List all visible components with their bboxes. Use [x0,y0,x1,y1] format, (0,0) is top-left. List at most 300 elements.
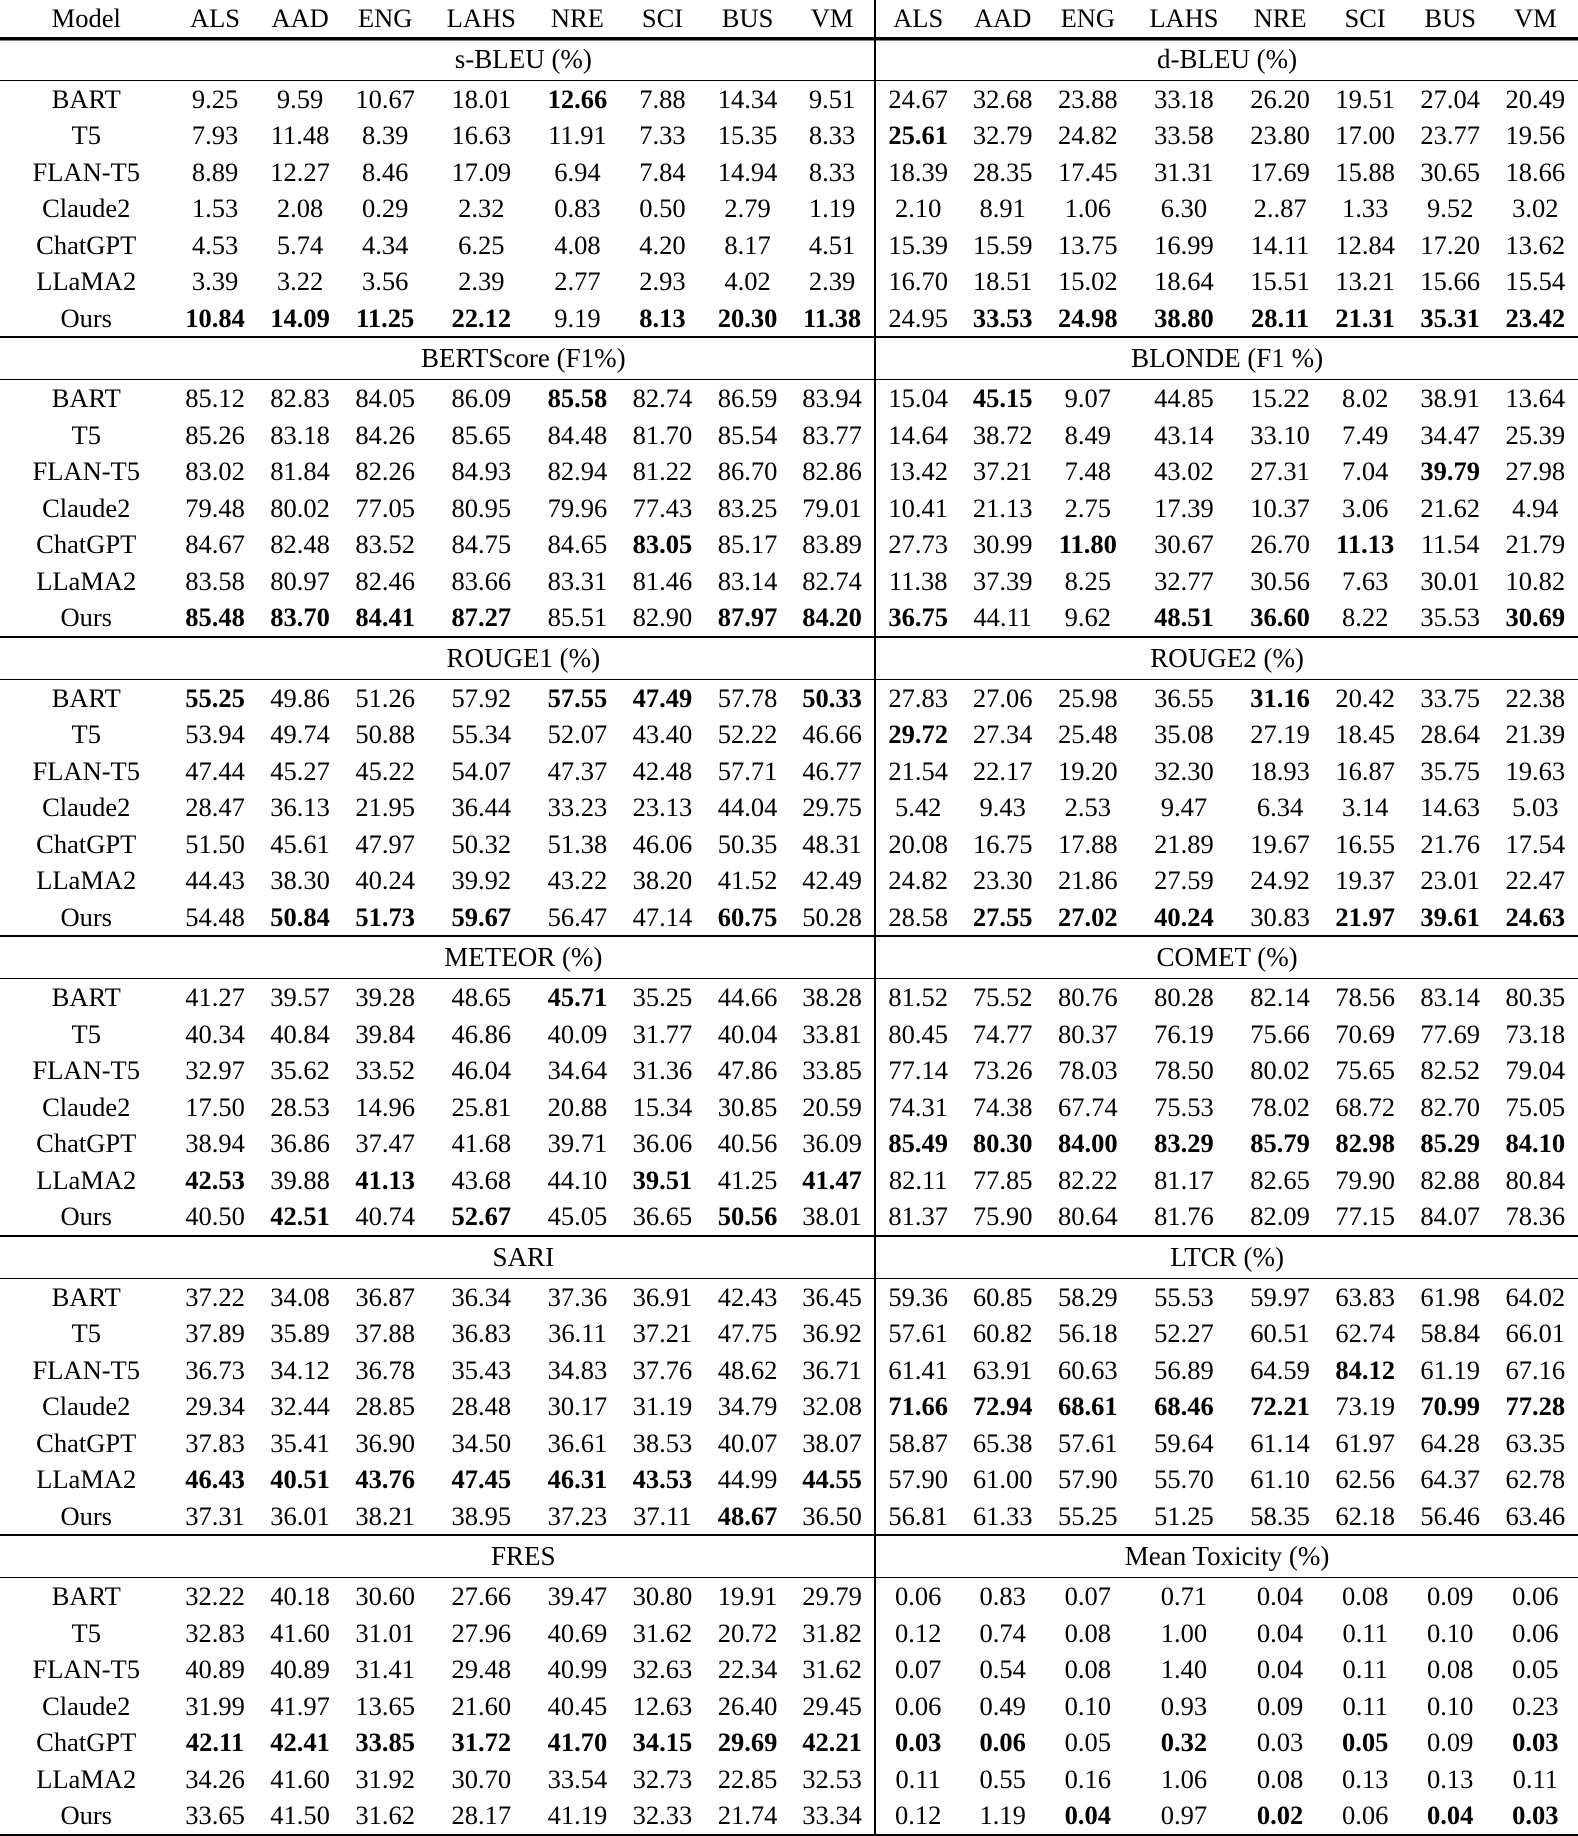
cell: 46.86 [451,1018,512,1049]
row-label-llama2: LLaMA2 [36,1164,137,1195]
cell: 31.36 [632,1055,693,1085]
section-title-row [0,637,1578,680]
cell: 27.34 [972,719,1033,749]
table-row [0,154,1578,191]
cell: 52.67 [451,1201,512,1231]
cell: 83.14 [1408,979,1493,1016]
cell: 39.28 [343,979,428,1016]
cell: 29.69 [717,1727,778,1757]
cell: 43.76 [355,1464,415,1494]
cell: 61.14 [1250,1427,1310,1458]
cell: 14.09 [270,302,330,333]
cell: 77.14 [875,1052,960,1089]
row-label-chatgpt: ChatGPT [36,1727,137,1757]
table-row [0,227,1578,264]
cell: 20.30 [717,302,778,333]
cell: 38.95 [451,1500,512,1531]
cell: 56.18 [1057,1318,1118,1348]
row-label-chatgpt: ChatGPT [36,828,137,859]
cell: 82.70 [1420,1091,1481,1122]
cell: 85.58 [535,380,620,417]
cell: 39.51 [632,1164,693,1195]
row-label-llama2: LLaMA2 [36,865,137,895]
cell: 82.09 [1250,1201,1310,1231]
row-label-t5: T5 [71,1318,101,1348]
cell: 41.70 [547,1727,608,1757]
cell: 28.64 [1420,719,1481,749]
cell: 31.62 [802,1654,862,1684]
cell: 30.69 [1505,602,1566,632]
cell: 23.77 [1420,120,1481,150]
cell: 84.05 [343,380,428,417]
cell: 3.39 [191,266,239,296]
cell: 83.29 [1154,1128,1214,1158]
cell: 29.48 [451,1654,512,1684]
row-label-claude2: Claude2 [42,1391,131,1421]
cell: 45.27 [270,755,330,786]
cell: 19.91 [705,1578,790,1615]
table-row [0,979,1578,1016]
cell: 29.72 [875,716,960,753]
cell: 9.19 [554,302,601,333]
cell: 40.24 [355,865,415,895]
cell: 0.11 [1512,1763,1559,1794]
cell: 67.74 [1057,1091,1118,1122]
cell: 63.35 [1505,1427,1566,1458]
cell: 55.25 [172,679,257,716]
cell: 15.35 [717,120,778,150]
cell: 50.56 [717,1201,778,1231]
cell: 41.47 [802,1164,862,1195]
cell: 38.20 [632,865,693,895]
cell: 34.15 [632,1727,693,1757]
cell: 27.83 [875,679,960,716]
cell: 0.05 [1341,1727,1389,1757]
cell: 13.75 [1057,229,1118,260]
cell: 32.73 [632,1763,693,1794]
cell: 42.11 [185,1727,245,1757]
cell: 36.86 [270,1128,330,1158]
row-label-t5: T5 [71,120,101,150]
cell: 32.83 [185,1617,245,1648]
cell: 84.65 [547,529,608,559]
cell: 8.39 [361,120,409,150]
cell: 18.45 [1335,719,1395,749]
cell: 16.87 [1335,755,1395,786]
section-title-row [0,337,1578,380]
cell: 79.48 [185,492,245,523]
cell: 28.53 [270,1091,330,1122]
cell: 44.55 [802,1464,862,1494]
cell: 83.58 [185,565,245,596]
header-left-aad: AAD [271,3,329,33]
cell: 17.50 [185,1091,245,1122]
cell: 18.64 [1154,266,1214,296]
cell: 87.27 [451,602,512,632]
cell: 42.21 [802,1727,862,1757]
cell: 80.64 [1057,1201,1118,1231]
cell: 41.13 [355,1164,415,1195]
cell: 16.63 [451,120,512,150]
cell: 74.38 [972,1091,1033,1122]
cell: 13.42 [875,453,960,490]
cell: 80.84 [1505,1164,1566,1195]
header-right-aad: AAD [974,3,1032,33]
header-right-bus: BUS [1424,3,1476,33]
cell: 30.67 [1154,529,1214,559]
cell: 19.51 [1323,80,1408,117]
cell: 45.61 [270,828,330,859]
cell: 84.26 [355,419,415,450]
cell: 0.04 [1256,1654,1304,1684]
section-title-left: BERTScore (F1%) [172,337,875,380]
cell: 38.72 [972,419,1033,450]
cell: 0.12 [875,1615,960,1652]
cell: 14.63 [1420,792,1481,822]
cell: 50.84 [270,901,330,932]
cell: 78.02 [1250,1091,1310,1122]
cell: 39.71 [547,1128,608,1158]
row-label-flan-t5: FLAN-T5 [32,456,140,486]
cell: 28.58 [875,899,960,937]
table-row [0,1425,1578,1462]
cell: 33.65 [172,1797,257,1835]
cell: 26.40 [717,1690,778,1721]
cell: 38.53 [632,1427,693,1458]
cell: 2.79 [724,193,771,223]
table-row [0,789,1578,826]
table-row [0,1797,1578,1835]
cell: 59.64 [1154,1427,1214,1458]
cell: 39.92 [451,865,512,895]
cell: 30.99 [972,529,1033,559]
cell: 36.11 [548,1318,607,1348]
cell: 40.18 [258,1578,343,1615]
cell: 19.67 [1250,828,1310,859]
cell: 61.33 [972,1500,1033,1531]
row-label-bart: BART [0,80,172,117]
cell: 37.47 [355,1128,415,1158]
cell: 57.61 [875,1315,960,1352]
cell: 17.00 [1335,120,1395,150]
cell: 34.08 [258,1278,343,1315]
cell: 2.39 [458,266,505,296]
cell: 35.43 [451,1354,512,1385]
cell: 18.93 [1250,755,1310,786]
cell: 0.07 [1045,1578,1130,1615]
header-left-nre: NRE [550,3,604,33]
cell: 8.02 [1323,380,1408,417]
cell: 2.53 [1064,792,1111,822]
cell: 80.28 [1130,979,1237,1016]
cell: 11.48 [270,120,330,150]
cell: 51.73 [355,901,415,932]
table-row [0,490,1578,527]
cell: 0.11 [1342,1617,1388,1648]
cell: 33.75 [1408,679,1493,716]
cell: 83.02 [185,456,245,486]
cell: 15.39 [875,227,960,264]
cell: 18.01 [428,80,535,117]
cell: 2.39 [808,266,856,296]
cell: 33.85 [802,1055,862,1085]
cell: 10.84 [185,302,245,333]
cell: 33.81 [802,1018,862,1049]
cell: 0.11 [1342,1690,1388,1721]
cell: 15.54 [1505,266,1566,296]
cell: 8.33 [808,156,856,187]
cell: 36.75 [875,599,960,637]
row-label-chatgpt: ChatGPT [36,1427,137,1458]
cell: 4.34 [361,229,409,260]
cell: 15.88 [1335,156,1395,187]
cell: 80.97 [270,565,330,596]
header-right-vm: VM [1514,3,1557,33]
cell: 32.53 [802,1763,862,1794]
cell: 85.65 [451,419,512,450]
cell: 46.77 [802,755,862,786]
cell: 38.21 [355,1500,415,1531]
cell: 39.79 [1420,456,1481,486]
cell: 20.08 [875,826,960,863]
cell: 36.13 [270,792,330,822]
cell: 44.04 [717,792,778,822]
cell: 71.66 [875,1388,960,1425]
cell: 83.52 [355,529,415,559]
cell: 9.51 [790,80,875,117]
section-title-right: BLONDE (F1 %) [875,337,1578,380]
cell: 60.85 [960,1278,1045,1315]
cell: 41.52 [717,865,778,895]
cell: 44.85 [1130,380,1237,417]
cell: 17.88 [1057,828,1118,859]
cell: 74.31 [875,1089,960,1126]
table-row [0,1162,1578,1199]
cell: 29.79 [790,1578,875,1615]
cell: 20.59 [802,1091,862,1122]
cell: 57.90 [1057,1464,1118,1494]
cell: 57.61 [1057,1427,1118,1458]
cell: 62.78 [1505,1464,1566,1494]
row-label-flan-t5: FLAN-T5 [32,156,140,187]
cell: 0.05 [1064,1727,1111,1757]
cell: 55.53 [1130,1278,1237,1315]
cell: 65.38 [972,1427,1033,1458]
row-label-ours: Ours [60,1201,112,1231]
cell: 0.54 [979,1654,1026,1684]
header-left-eng: ENG [357,3,413,33]
cell: 38.07 [802,1427,862,1458]
cell: 0.08 [1323,1578,1408,1615]
cell: 47.37 [547,755,608,786]
cell: 0.03 [875,1724,960,1761]
cell: 85.79 [1250,1128,1310,1158]
cell: 21.39 [1505,719,1566,749]
cell: 0.12 [875,1797,960,1835]
cell: 18.66 [1505,156,1566,187]
cell: 75.05 [1505,1091,1566,1122]
cell: 2..87 [1253,193,1307,223]
cell: 27.55 [972,901,1033,932]
cell: 43.22 [547,865,608,895]
cell: 24.95 [875,300,960,338]
cell: 25.98 [1045,679,1130,716]
cell: 41.68 [451,1128,512,1158]
cell: 27.31 [1250,456,1310,486]
header-right-lahs: LAHS [1149,3,1219,33]
cell: 84.93 [451,456,512,486]
cell: 23.13 [632,792,693,822]
table-row [0,1052,1578,1089]
cell: 0.97 [1130,1797,1237,1835]
section-title-gutter [0,1535,172,1578]
cell: 40.45 [547,1690,608,1721]
table-row [0,826,1578,863]
cell: 82.74 [802,565,862,596]
section-title-left: METEOR (%) [172,936,875,979]
cell: 34.64 [547,1055,608,1085]
cell: 2.32 [458,193,505,223]
cell: 40.74 [355,1201,415,1231]
cell: 38.94 [185,1128,245,1158]
cell: 10.41 [875,490,960,527]
cell: 25.81 [451,1091,512,1122]
cell: 62.74 [1335,1318,1395,1348]
cell: 12.27 [270,156,330,187]
cell: 55.70 [1154,1464,1214,1494]
cell: 31.31 [1154,156,1214,187]
cell: 21.79 [1505,529,1566,559]
cell: 82.14 [1238,979,1323,1016]
cell: 59.97 [1238,1278,1323,1315]
cell: 41.97 [270,1690,330,1721]
cell: 36.71 [802,1354,862,1385]
cell: 1.19 [808,193,856,223]
cell: 4.94 [1512,492,1559,523]
table-row [0,1315,1578,1352]
cell: 16.70 [875,263,960,300]
cell: 50.88 [355,719,415,749]
cell: 41.60 [270,1617,330,1648]
cell: 81.17 [1154,1164,1214,1195]
cell: 11.91 [548,120,607,150]
row-label-claude2: Claude2 [42,193,131,223]
cell: 28.47 [185,792,245,822]
cell: 1.33 [1341,193,1389,223]
cell: 44.11 [973,602,1033,632]
cell: 23.30 [972,865,1033,895]
table-row [0,1578,1578,1615]
row-label-llama2: LLaMA2 [36,1464,137,1494]
cell: 31.62 [343,1797,428,1835]
cell: 81.52 [875,979,960,1016]
cell: 32.63 [632,1654,693,1684]
cell: 8.46 [361,156,409,187]
cell: 37.22 [172,1278,257,1315]
cell: 7.63 [1341,565,1389,596]
cell: 85.29 [1420,1128,1481,1158]
cell: 63.91 [972,1354,1033,1385]
cell: 0.10 [1427,1690,1474,1721]
row-label-bart: BART [0,679,172,716]
cell: 50.35 [717,828,778,859]
cell: 87.97 [717,602,778,632]
cell: 82.83 [258,380,343,417]
cell: 46.06 [632,828,693,859]
cell: 22.12 [451,302,512,333]
table-header [0,0,1578,38]
cell: 85.51 [547,602,608,632]
cell: 36.34 [428,1278,535,1315]
cell: 83.70 [270,602,330,632]
table-row [0,417,1578,454]
row-label-llama2: LLaMA2 [36,1763,137,1794]
row-label-llama2: LLaMA2 [36,565,137,596]
row-label-ours: Ours [60,602,112,632]
cell: 1.53 [191,193,239,223]
cell: 45.22 [355,755,415,786]
cell: 58.84 [1420,1318,1481,1348]
cell: 84.07 [1420,1201,1481,1231]
cell: 1.00 [1160,1617,1208,1648]
table-row [0,1688,1578,1725]
cell: 15.66 [1420,266,1481,296]
cell: 77.69 [1420,1018,1481,1049]
cell: 39.84 [355,1018,415,1049]
cell: 15.34 [632,1091,693,1122]
cell: 84.12 [1335,1354,1395,1385]
cell: 27.98 [1505,456,1566,486]
cell: 6.34 [1256,792,1304,822]
cell: 11.13 [1336,529,1395,559]
header-row [0,0,1578,38]
cell: 17.09 [451,156,512,187]
cell: 13.21 [1335,266,1395,296]
cell: 29.34 [185,1391,245,1421]
cell: 78.36 [1505,1201,1566,1231]
cell: 41.19 [535,1797,620,1835]
cell: 0.08 [1427,1654,1474,1684]
cell: 0.04 [1408,1797,1493,1835]
cell: 21.54 [875,753,960,790]
row-label-ours: Ours [60,1500,112,1531]
header-left-lahs: LAHS [446,3,516,33]
cell: 30.70 [451,1763,512,1794]
cell: 82.11 [875,1162,960,1199]
cell: 27.73 [875,526,960,563]
cell: 30.17 [547,1391,608,1421]
cell: 14.11 [1250,229,1310,260]
cell: 25.48 [1057,719,1118,749]
cell: 73.26 [972,1055,1033,1085]
header-right-sci: SCI [1344,3,1386,33]
table-row [0,679,1578,716]
cell: 0.04 [1045,1797,1130,1835]
cell: 36.09 [802,1128,862,1158]
cell: 40.51 [270,1464,330,1494]
cell: 8.91 [979,193,1026,223]
section-title-right: Mean Toxicity (%) [875,1535,1578,1578]
cell: 0.04 [1238,1578,1323,1615]
cell: 85.49 [875,1125,960,1162]
cell: 40.69 [547,1617,608,1648]
cell: 42.41 [270,1727,330,1757]
cell: 75.53 [1154,1091,1214,1122]
row-label-llama2: LLaMA2 [36,266,137,296]
table-row [0,599,1578,637]
cell: 84.10 [1505,1128,1566,1158]
cell: 56.47 [547,901,608,932]
